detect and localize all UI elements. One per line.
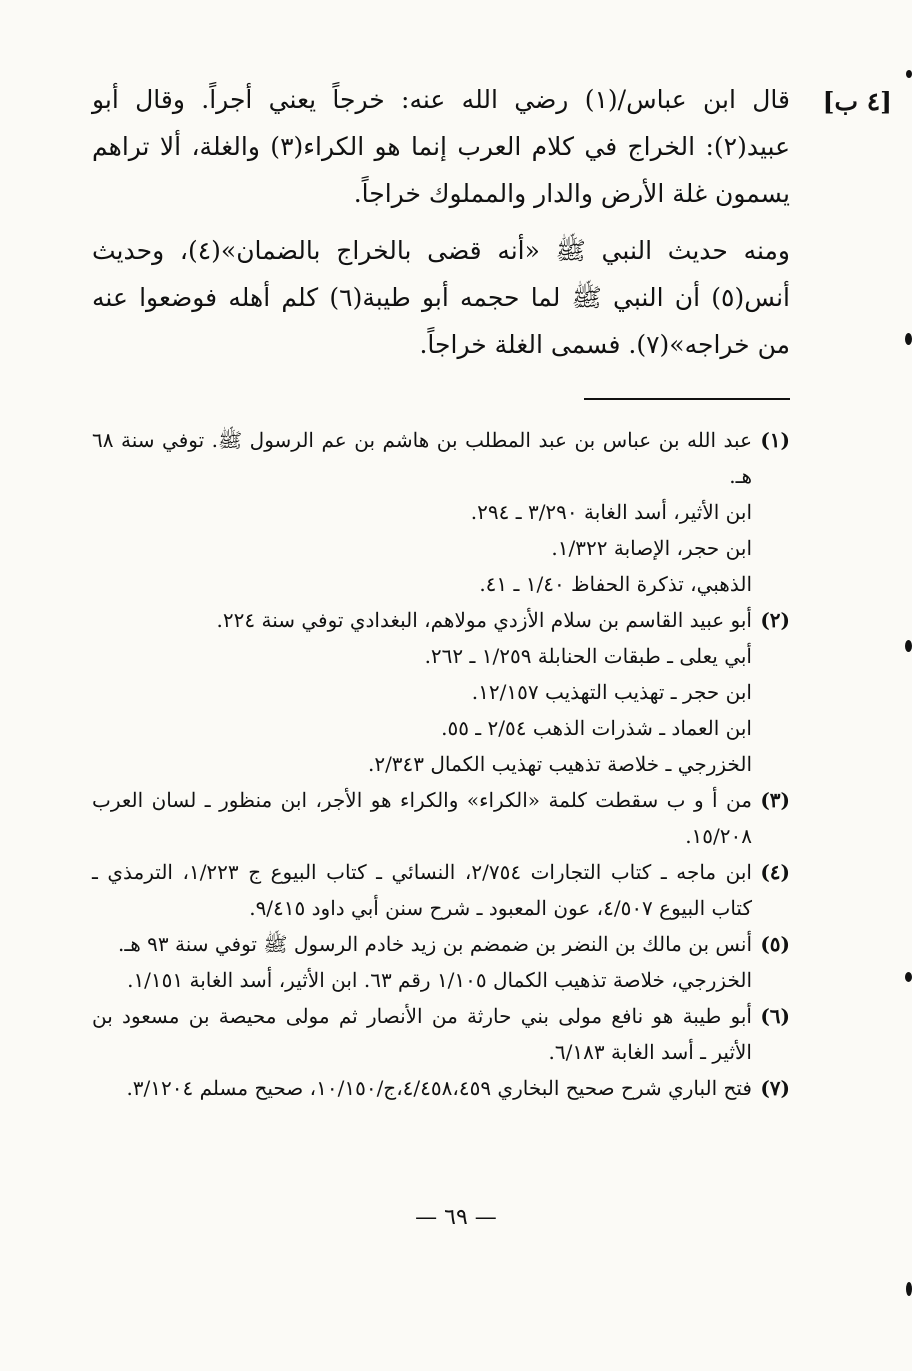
footnote-separator [584, 398, 790, 400]
footnote-4 [92, 854, 790, 926]
scan-mark [905, 972, 912, 982]
footnote-text: أبو طيبة هو نافع مولى بني حارثة من الأنصار ثم مولى محيصة بن مسعود بن الأثير ـ أسد الغابة ٦/١٨٣. [92, 1004, 752, 1064]
scan-mark [906, 1282, 912, 1296]
footnote-reference: الذهبي، تذكرة الحفاظ ١/٤٠ ـ ٤١. [479, 572, 752, 596]
footnote-number: (٣) [760, 788, 790, 812]
footnote-number: (٢) [760, 608, 790, 632]
footnote-reference: ابن حجر، الإصابة ١/٣٢٢. [551, 536, 752, 560]
scan-mark [905, 640, 912, 652]
footnote-5 [92, 926, 790, 962]
footnote-reference: الخزرجي، خلاصة تذهيب الكمال ١/١٠٥ رقم ٦٣. ابن الأثير، أسد الغابة ١/١٥١. [127, 968, 752, 992]
footnote-7 [92, 1070, 790, 1106]
footnote-6 [92, 998, 790, 1070]
main-text [92, 76, 790, 368]
footnote-2 [92, 602, 790, 638]
scan-mark [905, 333, 912, 345]
scan-mark [906, 70, 912, 78]
footnote-text: فتح الباري شرح صحيح البخاري ٤/٤٥٨،٤٥٩،ج/١٠/١٥٠، صحيح مسلم ٣/١٢٠٤. [126, 1076, 752, 1100]
footnote-3 [92, 782, 790, 854]
page-number: — ٦٩ — [415, 1205, 497, 1230]
footnote-reference: ابن حجر ـ تهذيب التهذيب ١٢/١٥٧. [471, 680, 752, 704]
footnote-text: أنس بن مالك بن النضر بن ضمضم بن زيد خادم الرسول ﷺ توفي سنة ٩٣ هـ. [118, 932, 752, 956]
footnote-reference: الخزرجي ـ خلاصة تذهيب تهذيب الكمال ٢/٣٤٣. [367, 752, 752, 776]
paragraph-2: ومنه حديث النبي ﷺ «أنه قضى بالخراج بالضمان»(٤)، وحديث أنس(٥) أن النبي ﷺ لما حجمه أبو طيبة(٦) كلم أهله فوضعوا عنه من خراجه»(٧). فسمى الغلة خراجاً. [92, 236, 790, 359]
footnote-number: (٧) [760, 1076, 790, 1100]
footnote-reference: ابن الأثير، أسد الغابة ٣/٢٩٠ ـ ٢٩٤. [470, 500, 752, 524]
footnote-reference: أبي يعلى ـ طبقات الحنابلة ١/٢٥٩ ـ ٢٦٢. [424, 644, 752, 668]
footnote-number: (١) [760, 428, 790, 452]
footnote-text: عبد الله بن عباس بن عبد المطلب بن هاشم بن عم الرسول ﷺ. توفي سنة ٦٨ هـ. [92, 428, 752, 488]
footnote-text: من أ و ب سقطت كلمة «الكراء» والكراء هو الأجر، ابن منظور ـ لسان العرب ١٥/٢٠٨. [92, 788, 752, 848]
footnote-number: (٦) [760, 1004, 790, 1028]
footnotes [92, 422, 790, 1106]
footnote-text: ابن ماجه ـ كتاب التجارات ٢/٧٥٤، النسائي ـ كتاب البيوع ج ١/٢٢٣، الترمذي ـ كتاب البيوع ٤/٥٠٧، عون المعبود ـ شرح سنن أبي داود ٩/٤١٥. [92, 860, 752, 920]
footnote-number: (٥) [760, 932, 790, 956]
footnote-number: (٤) [760, 860, 790, 884]
paragraph-1: قال ابن عباس/(١) رضي الله عنه: خرجاً يعني أجراً. وقال أبو عبيد(٢): الخراج في كلام العرب إنما هو الكراء(٣) والغلة، ألا تراهم يسمون غلة الأرض والدار والمملوك خراجاً. [92, 85, 790, 208]
footnote-text: أبو عبيد القاسم بن سلام الأزدي مولاهم، البغدادي توفي سنة ٢٢٤. [216, 608, 752, 632]
footnote-reference: ابن العماد ـ شذرات الذهب ٢/٥٤ ـ ٥٥. [441, 716, 752, 740]
footnote-1 [92, 422, 790, 494]
manuscript-folio-note: [٤ ب] [822, 87, 892, 116]
